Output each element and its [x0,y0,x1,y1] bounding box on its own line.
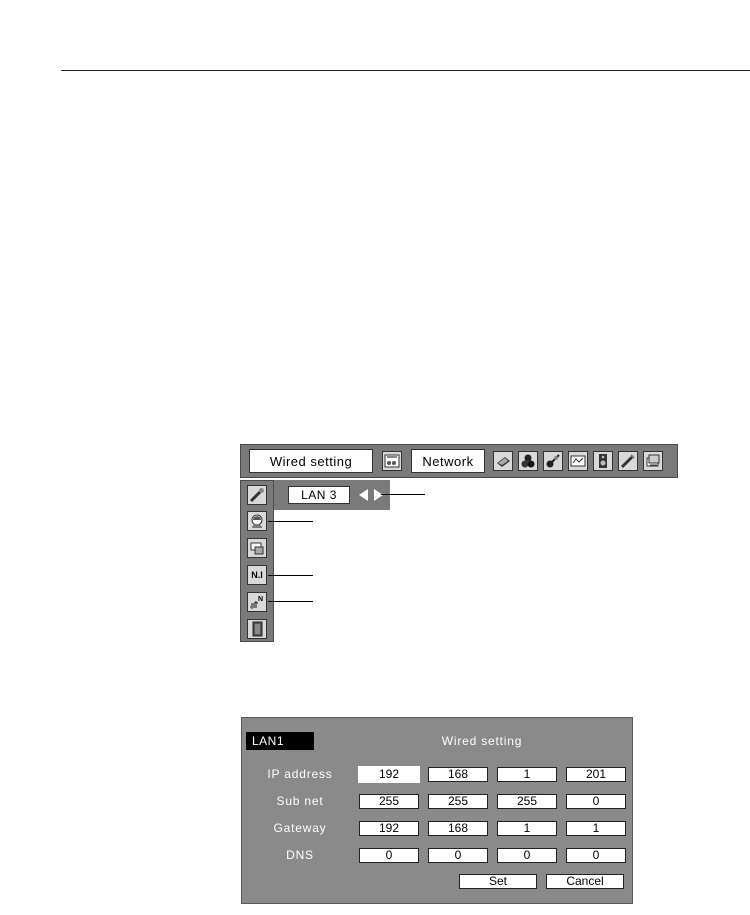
image-adjust-icon[interactable] [543,451,563,471]
dns-octet-2[interactable]: 0 [428,848,488,863]
display-icon[interactable] [493,451,513,471]
dns-octet-3[interactable]: 0 [497,848,557,863]
network-submenu-sidebar [240,480,274,642]
subnet-octet-2[interactable]: 255 [428,794,488,809]
guide-icon[interactable] [382,451,402,471]
setting-icon[interactable] [618,451,638,471]
wrench-icon[interactable] [247,485,267,505]
network-tab[interactable]: Network [411,449,485,473]
dns-octet-4[interactable]: 0 [566,848,626,863]
main-menu-bar [240,444,678,478]
pc-icon[interactable] [247,538,267,558]
lan-selector[interactable]: LAN 3 [288,486,350,504]
gateway-octet-2[interactable]: 168 [428,821,488,836]
sound-icon[interactable] [593,451,613,471]
callout-line [268,575,313,576]
subnet-label: Sub net [276,794,324,808]
lan-badge: LAN1 [246,732,314,750]
network-factory-default-icon[interactable] [247,592,267,612]
screen-icon[interactable] [568,451,588,471]
user-icon[interactable] [247,511,267,531]
svg-text:N: N [258,596,264,603]
network-icon[interactable] [643,451,663,471]
callout-line [268,521,313,522]
ip-address-octet-2[interactable]: 168 [428,767,488,782]
subnet-octet-3[interactable]: 255 [497,794,557,809]
ip-address-label: IP address [267,767,333,781]
color-icon[interactable] [518,451,538,471]
dialog-title: Wired setting [441,734,523,748]
subnet-octet-1[interactable]: 255 [359,794,419,809]
ip-address-octet-4[interactable]: 201 [566,767,626,782]
left-right-arrows-icon[interactable] [358,488,384,502]
callout-line [268,601,313,602]
set-button[interactable]: Set [459,874,537,889]
network-info-icon[interactable]: N.I [247,565,267,585]
gateway-octet-4[interactable]: 1 [566,821,626,836]
wired-setting-tab[interactable]: Wired setting [249,449,373,473]
wired-setting-dialog [241,717,633,904]
dns-octet-1[interactable]: 0 [359,848,419,863]
lan-select-panel [274,480,390,510]
ip-address-octet-1[interactable]: 192 [359,767,419,782]
callout-line [381,494,425,495]
dns-label: DNS [286,848,314,862]
exit-icon[interactable] [247,619,267,639]
ip-address-octet-3[interactable]: 1 [497,767,557,782]
header-rule [61,70,750,71]
cancel-button[interactable]: Cancel [546,874,624,889]
subnet-octet-4[interactable]: 0 [566,794,626,809]
gateway-label: Gateway [273,821,327,835]
gateway-octet-1[interactable]: 192 [359,821,419,836]
gateway-octet-3[interactable]: 1 [497,821,557,836]
